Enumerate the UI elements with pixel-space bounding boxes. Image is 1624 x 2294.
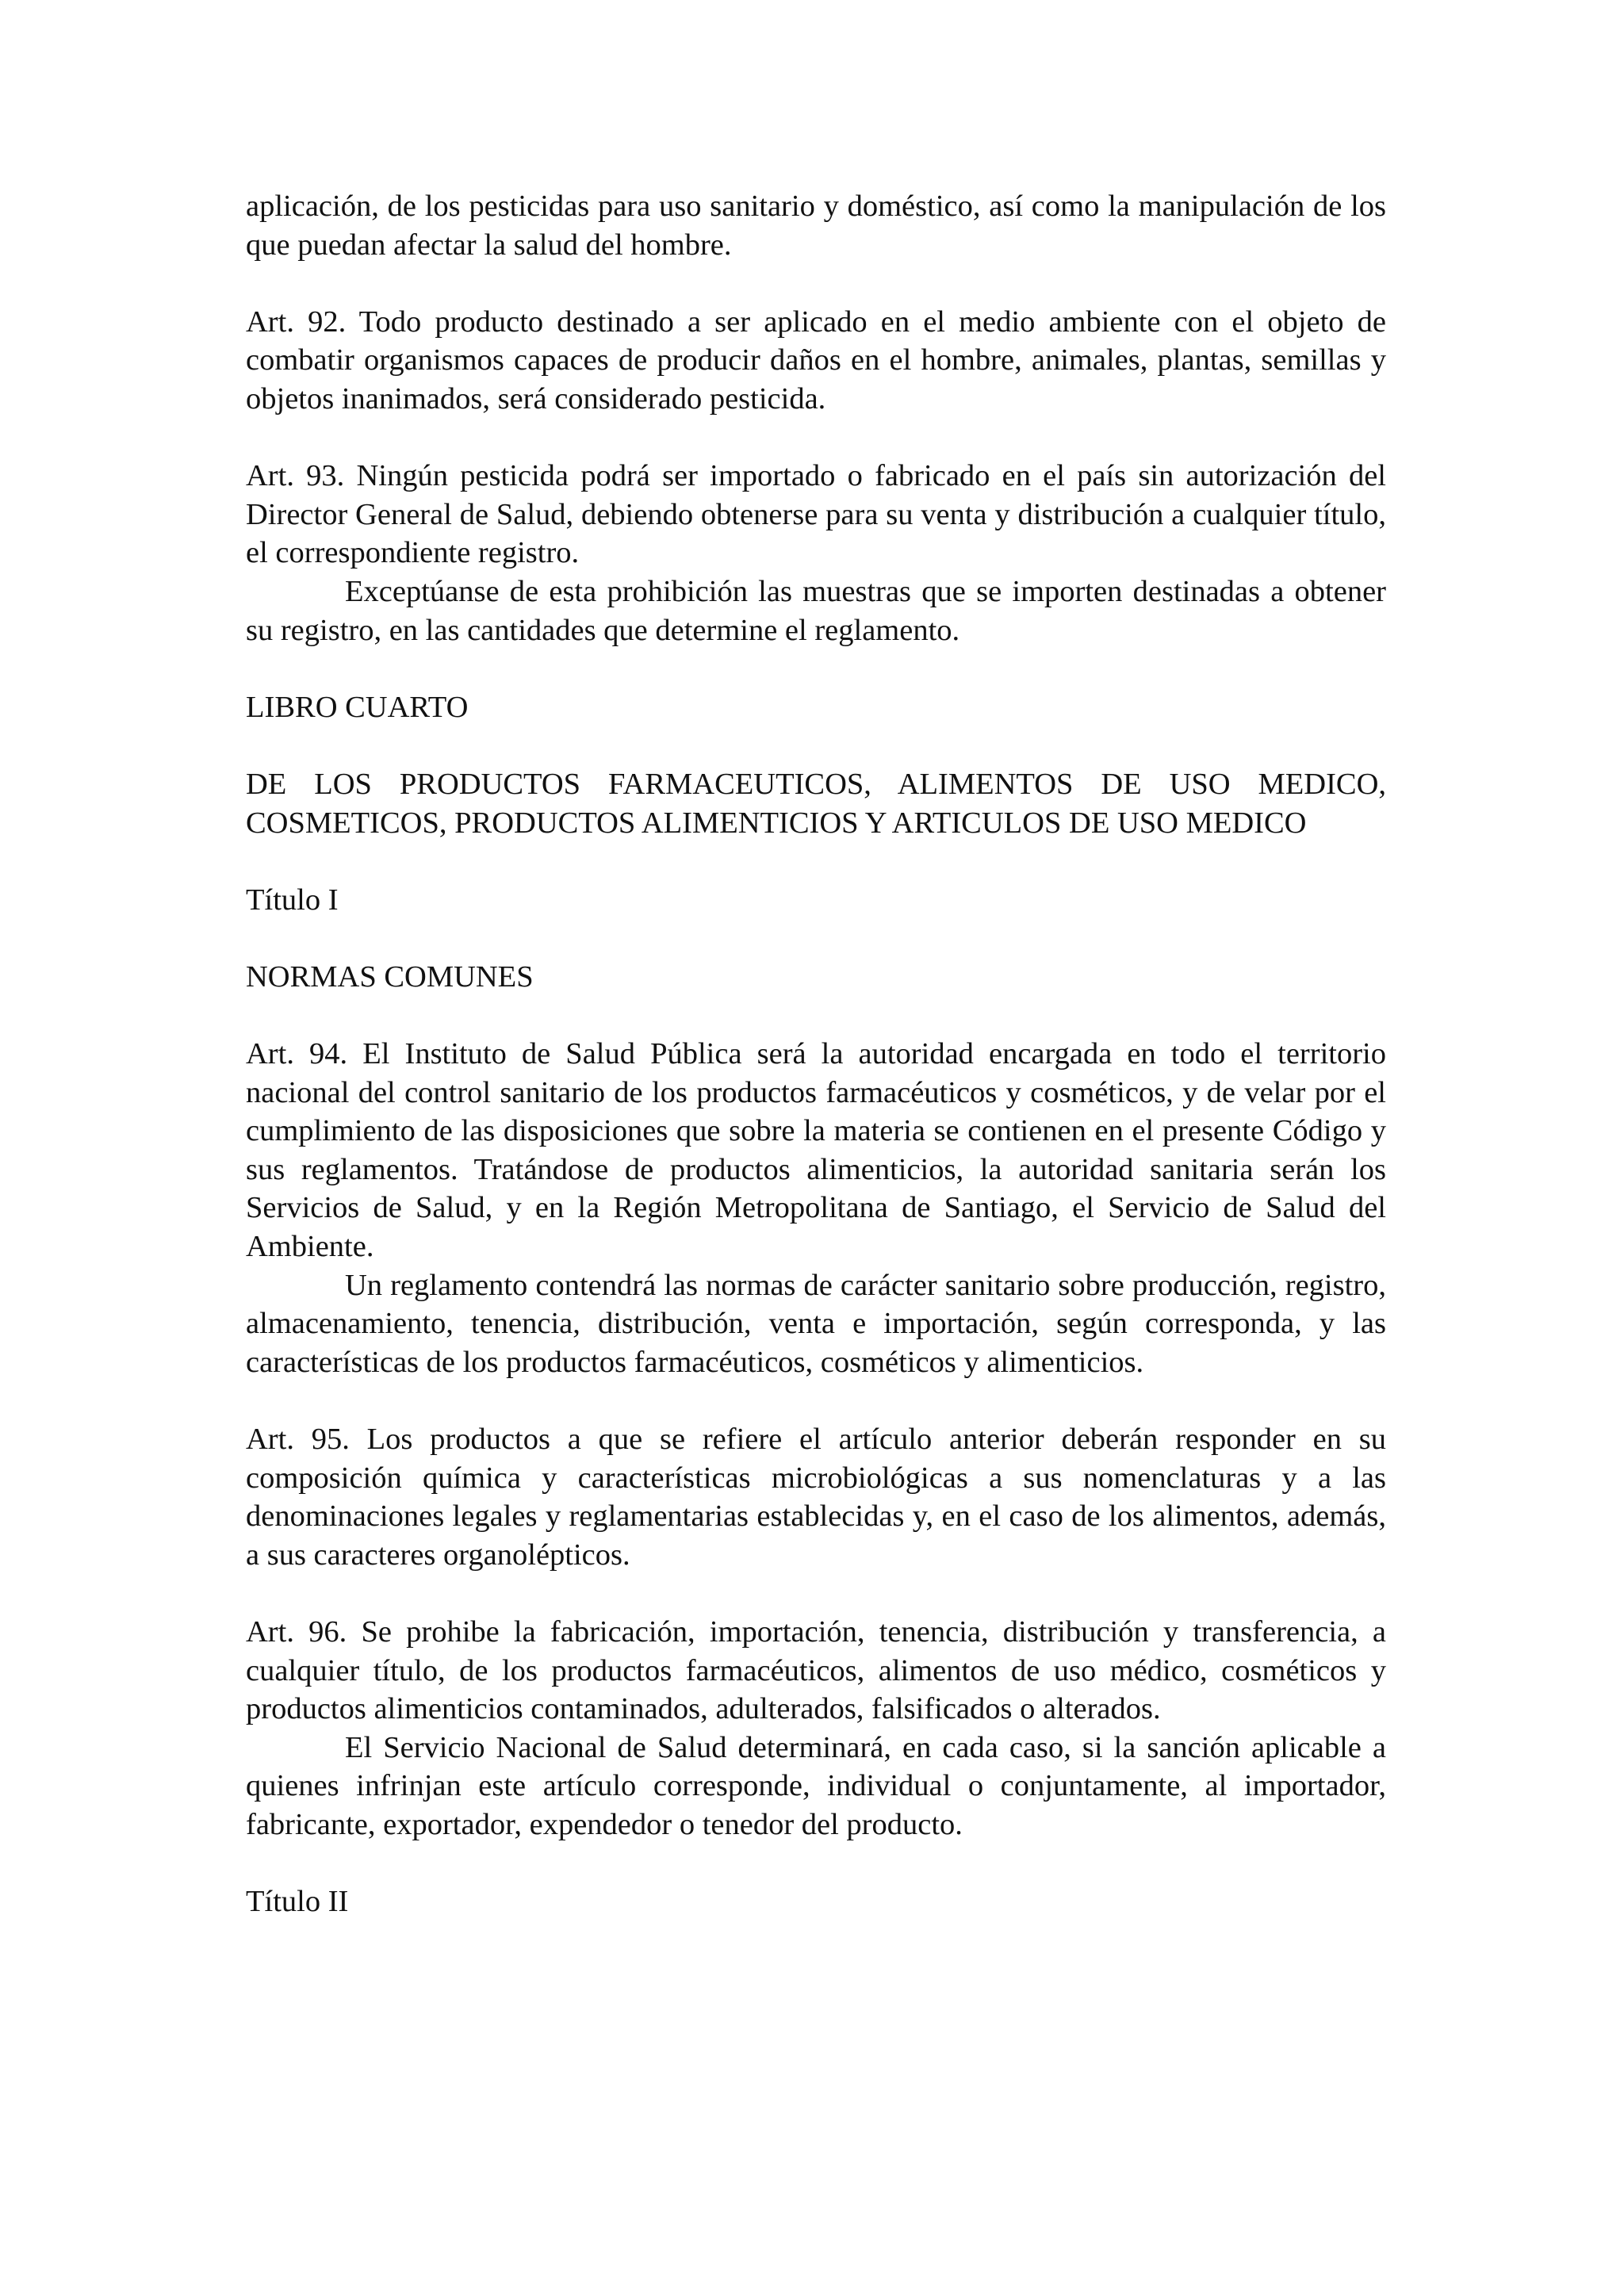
- paragraph-continuation: aplicación, de los pesticidas para uso sanitario y doméstico, así como la manipulación de los que puedan afectar la salud del hombre.: [246, 190, 1386, 262]
- article-93-exception: Exceptúanse de esta prohibición las muestras que se importen destinadas a obtener su registro, en las cantidades que determine el reglamento.: [246, 574, 1386, 647]
- spacer: [246, 419, 1386, 458]
- article-94-regulation: Un reglamento contendrá las normas de carácter sanitario sobre producción, registro, almacenamiento, tenencia, distribución, venta e importación, según corresponda, y las características de los productos farmacéuticos, cosméticos y alimenticios.: [246, 1268, 1386, 1379]
- spacer: [246, 264, 1386, 303]
- article-96-sanction: El Servicio Nacional de Salud determinará, en cada caso, si la sanción aplicable a quienes infrinjan este artículo corresponde, individual o conjuntamente, al importador, fabricante, exportador, expendedor o tenedor del producto.: [246, 1730, 1386, 1841]
- book-heading: LIBRO CUARTO: [246, 690, 469, 724]
- spacer: [246, 1381, 1386, 1420]
- article-95: Art. 95. Los productos a que se refiere el artículo anterior deberán responder en su composición química y características microbiológicas a sus nomenclaturas y a las denominaciones legales y reglamentarias establecidas y, en el caso de los alimentos, además, a sus caracteres organolépticos.: [246, 1423, 1386, 1572]
- title-heading-2: Título II: [246, 1885, 349, 1919]
- spacer: [246, 919, 1386, 958]
- article-92: Art. 92. Todo producto destinado a ser aplicado en el medio ambiente con el objeto de combatir organismos capaces de producir daños en el hombre, animales, plantas, semillas y objetos inanimados, será considerado pesticida.: [246, 304, 1386, 416]
- title-heading: Título I: [246, 883, 339, 917]
- article-94: Art. 94. El Instituto de Salud Pública será la autoridad encargada en todo el territorio nacional del control sanitario de los productos farmacéuticos y cosméticos, y de velar por el cumplimiento de las disposiciones que sobre la materia se contienen en el presente Código y sus reglamentos. Tratándose de productos alimenticios, la autoridad sanitaria serán los Servicios de Salud, y en la Región Metropolitana de Santiago, el Servicio de Salud del Ambiente.: [246, 1037, 1386, 1264]
- spacer: [246, 842, 1386, 881]
- spacer: [246, 1574, 1386, 1613]
- book-subheading: DE LOS PRODUCTOS FARMACEUTICOS, ALIMENTOS DE USO MEDICO, COSMETICOS, PRODUCTOS ALIMENTICIOS Y ARTICULOS DE USO MEDICO: [246, 767, 1386, 840]
- spacer: [246, 726, 1386, 765]
- section-heading: NORMAS COMUNES: [246, 959, 534, 994]
- spacer: [246, 649, 1386, 688]
- article-93: Art. 93. Ningún pesticida podrá ser importado o fabricado en el país sin autorización del Director General de Salud, debiendo obtenerse para su venta y distribución a cualquier título, el correspondiente registro.: [246, 459, 1386, 570]
- spacer: [246, 996, 1386, 1035]
- spacer: [246, 1844, 1386, 1883]
- document-page: [246, 187, 1386, 1921]
- article-96: Art. 96. Se prohibe la fabricación, importación, tenencia, distribución y transferencia, a cualquier título, de los productos farmacéuticos, alimentos de uso médico, cosméticos y productos alimenticios contaminados, adulterados, falsificados o alterados.: [246, 1614, 1386, 1726]
